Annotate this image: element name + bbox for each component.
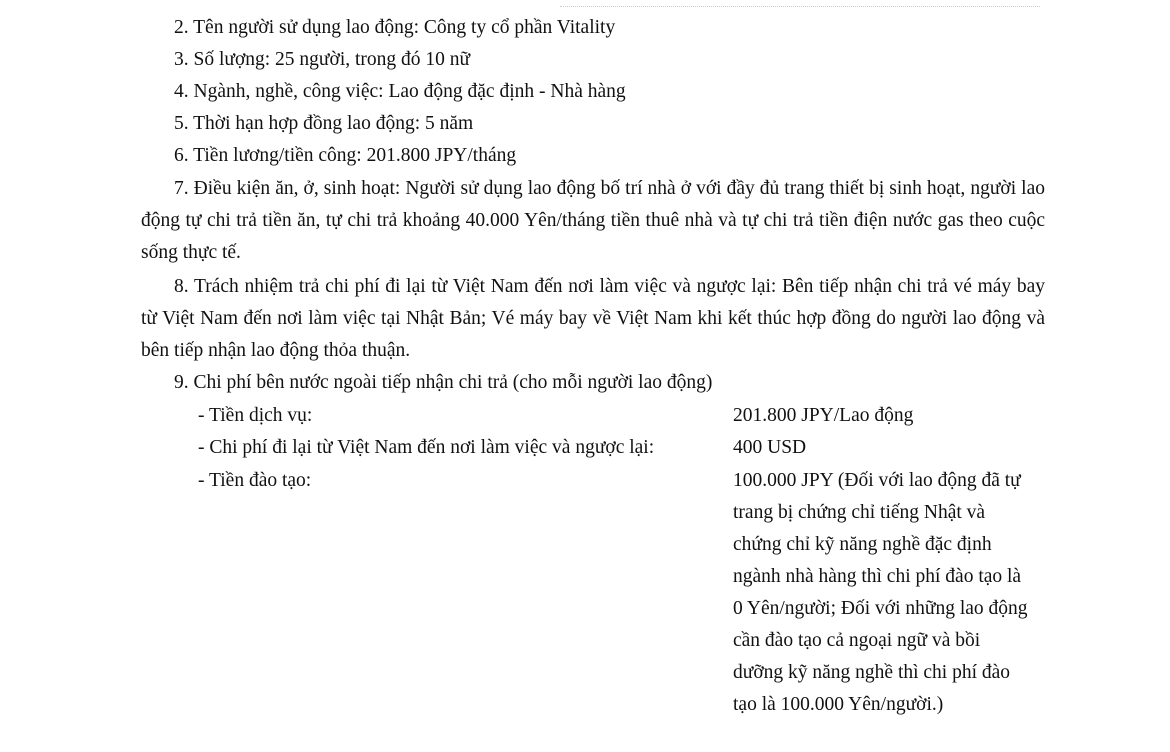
cost-label-service: - Tiền dịch vụ: <box>198 405 313 426</box>
cost-label-training: - Tiền đào tạo: <box>198 470 312 491</box>
cost-value-travel: 400 USD <box>733 437 807 458</box>
cost-label-travel: - Chi phí đi lại từ Việt Nam đến nơi làm việc và ngược lại: <box>198 437 655 458</box>
item-salary: 6. Tiền lương/tiền công: 201.800 JPY/tháng <box>174 145 517 166</box>
cost-value-service: 201.800 JPY/Lao động <box>733 405 914 426</box>
item-living-conditions: 7. Điều kiện ăn, ở, sinh hoạt: Người sử dụng lao động bố trí nhà ở với đầy đủ trang thiết bị sinh hoạt, người lao động tự chi trả tiền ăn, tự chi trả khoảng 40.000 Yên/tháng tiền thuê nhà và tự chi trả tiền điện nước gas theo cuộc sống thực tế. <box>141 178 1045 263</box>
item-foreign-costs-heading: 9. Chi phí bên nước ngoài tiếp nhận chi trả (cho mỗi người lao động) <box>174 372 713 393</box>
item-contract-term: 5. Thời hạn hợp đồng lao động: 5 năm <box>174 113 474 134</box>
item-quantity: 3. Số lượng: 25 người, trong đó 10 nữ <box>174 49 471 70</box>
item-industry: 4. Ngành, nghề, công việc: Lao động đặc định - Nhà hàng <box>174 81 626 102</box>
item-travel-responsibility: 8. Trách nhiệm trả chi phí đi lại từ Việt Nam đến nơi làm việc và ngược lại: Bên tiếp nhận chi trả vé máy bay từ Việt Nam đến nơi làm việc tại Nhật Bản; Vé máy bay về Việt Nam khi kết thúc hợp đồng do người lao động và bên tiếp nhận lao động thỏa thuận. <box>141 276 1045 361</box>
clipped-previous-line <box>560 0 1040 7</box>
cost-value-training: 100.000 JPY (Đối với lao động đã tự trang bị chứng chỉ tiếng Nhật và chứng chỉ kỹ năng nghề đặc định ngành nhà hàng thì chi phí đào tạo là 0 Yên/người; Đối với những lao động cần đào tạo cả ngoại ngữ và bồi dưỡng kỹ năng nghề thì chi phí đào tạo là 100.000 Yên/người.) <box>733 470 1028 715</box>
item-employer: 2. Tên người sử dụng lao động: Công ty cổ phần Vitality <box>174 17 616 38</box>
